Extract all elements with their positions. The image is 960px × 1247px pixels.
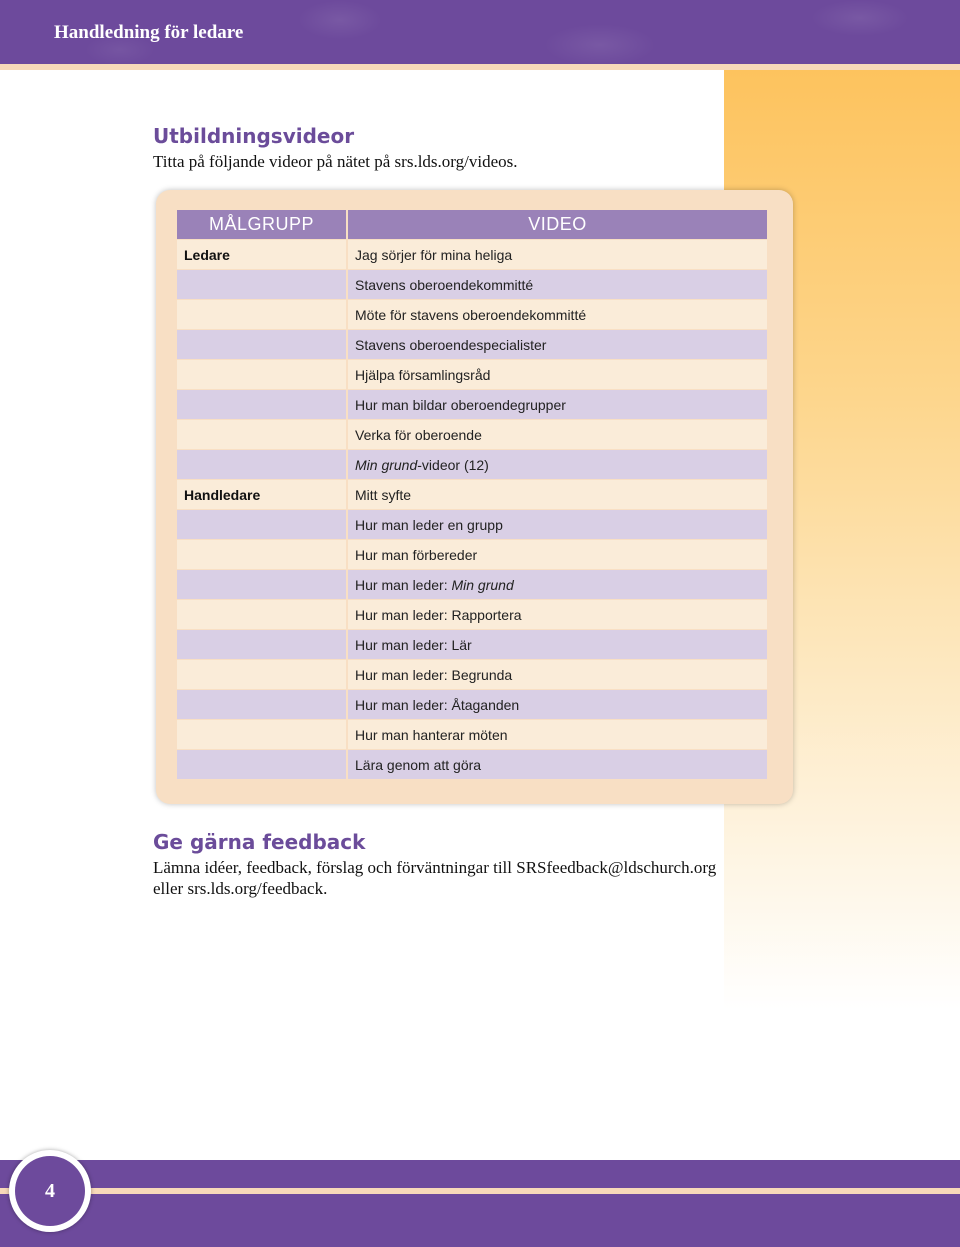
target-group-cell — [177, 450, 348, 479]
video-title-cell: Hur man leder en grupp — [348, 510, 767, 539]
video-title-cell: Hur man leder: Lär — [348, 630, 767, 659]
target-group-cell — [177, 330, 348, 359]
table-row — [177, 540, 767, 569]
video-title-text: -videor (12) — [417, 456, 489, 473]
video-title-cell: Hur man leder: Åtaganden — [348, 690, 767, 719]
videos-intro-text: Titta på följande videor på nätet på srs.lds.org/videos. — [153, 152, 518, 171]
video-title-cell: Lära genom att göra — [348, 750, 767, 779]
video-title-cell: Hjälpa församlingsråd — [348, 360, 767, 389]
target-group-cell — [177, 270, 348, 299]
table-row — [177, 420, 767, 449]
target-group-cell — [177, 570, 348, 599]
video-title-cell: Hur man hanterar möten — [348, 720, 767, 749]
video-title-cell: Stavens oberoendekommitté — [348, 270, 767, 299]
target-group-cell — [177, 660, 348, 689]
video-title-cell — [348, 450, 767, 479]
video-title-cell: Mitt syfte — [348, 480, 767, 509]
video-title-cell: Stavens oberoendespecialister — [348, 330, 767, 359]
target-group-cell: Ledare — [177, 240, 348, 269]
video-title-cell: Hur man förbereder — [348, 540, 767, 569]
target-group-cell — [177, 630, 348, 659]
target-group-cell — [177, 360, 348, 389]
table-row — [177, 330, 767, 359]
video-title-cell: Verka för oberoende — [348, 420, 767, 449]
table-row — [177, 450, 767, 479]
target-group-cell — [177, 690, 348, 719]
table-row — [177, 510, 767, 539]
feedback-heading: Ge gärna feedback — [153, 830, 366, 854]
column-header-video: VIDEO — [348, 210, 767, 239]
target-group-cell — [177, 390, 348, 419]
table-row — [177, 360, 767, 389]
footer-band — [0, 1160, 960, 1247]
video-table — [177, 209, 767, 780]
video-title-cell: Möte för stavens oberoendekommitté — [348, 300, 767, 329]
target-group-cell: Handledare — [177, 480, 348, 509]
table-row — [177, 600, 767, 629]
target-group-cell — [177, 720, 348, 749]
feedback-text-line2: eller srs.lds.org/feedback. — [153, 879, 328, 898]
table-row — [177, 480, 767, 509]
table-row — [177, 300, 767, 329]
table-row — [177, 690, 767, 719]
table-row — [177, 750, 767, 779]
target-group-cell — [177, 750, 348, 779]
video-title-cell: Hur man leder: Rapportera — [348, 600, 767, 629]
feedback-text-line1: Lämna idéer, feedback, förslag och förväntningar till SRSfeedback@ldschurch.org — [153, 858, 717, 877]
table-header-row — [177, 210, 767, 239]
target-group-cell — [177, 510, 348, 539]
video-title-cell — [348, 570, 767, 599]
target-group-cell — [177, 300, 348, 329]
video-title-cell: Jag sörjer för mina heliga — [348, 240, 767, 269]
table-row — [177, 390, 767, 419]
column-header-group: MÅLGRUPP — [177, 210, 348, 239]
video-title-italic: Min grund — [355, 456, 418, 473]
target-group-cell — [177, 600, 348, 629]
table-row — [177, 660, 767, 689]
video-title-cell: Hur man bildar oberoendegrupper — [348, 390, 767, 419]
page-number: 4 — [15, 1156, 85, 1226]
table-row — [177, 240, 767, 269]
footer-stripe — [0, 1188, 960, 1194]
videos-heading: Utbildningsvideor — [153, 124, 355, 148]
video-title-cell: Hur man leder: Begrunda — [348, 660, 767, 689]
video-title-text: Hur man leder: — [355, 576, 452, 593]
target-group-cell — [177, 420, 348, 449]
header-title: Handledning för ledare — [54, 22, 244, 43]
table-row — [177, 720, 767, 749]
table-row — [177, 630, 767, 659]
video-title-italic: Min grund — [451, 576, 514, 593]
target-group-cell — [177, 540, 348, 569]
table-row — [177, 570, 767, 599]
table-row — [177, 270, 767, 299]
